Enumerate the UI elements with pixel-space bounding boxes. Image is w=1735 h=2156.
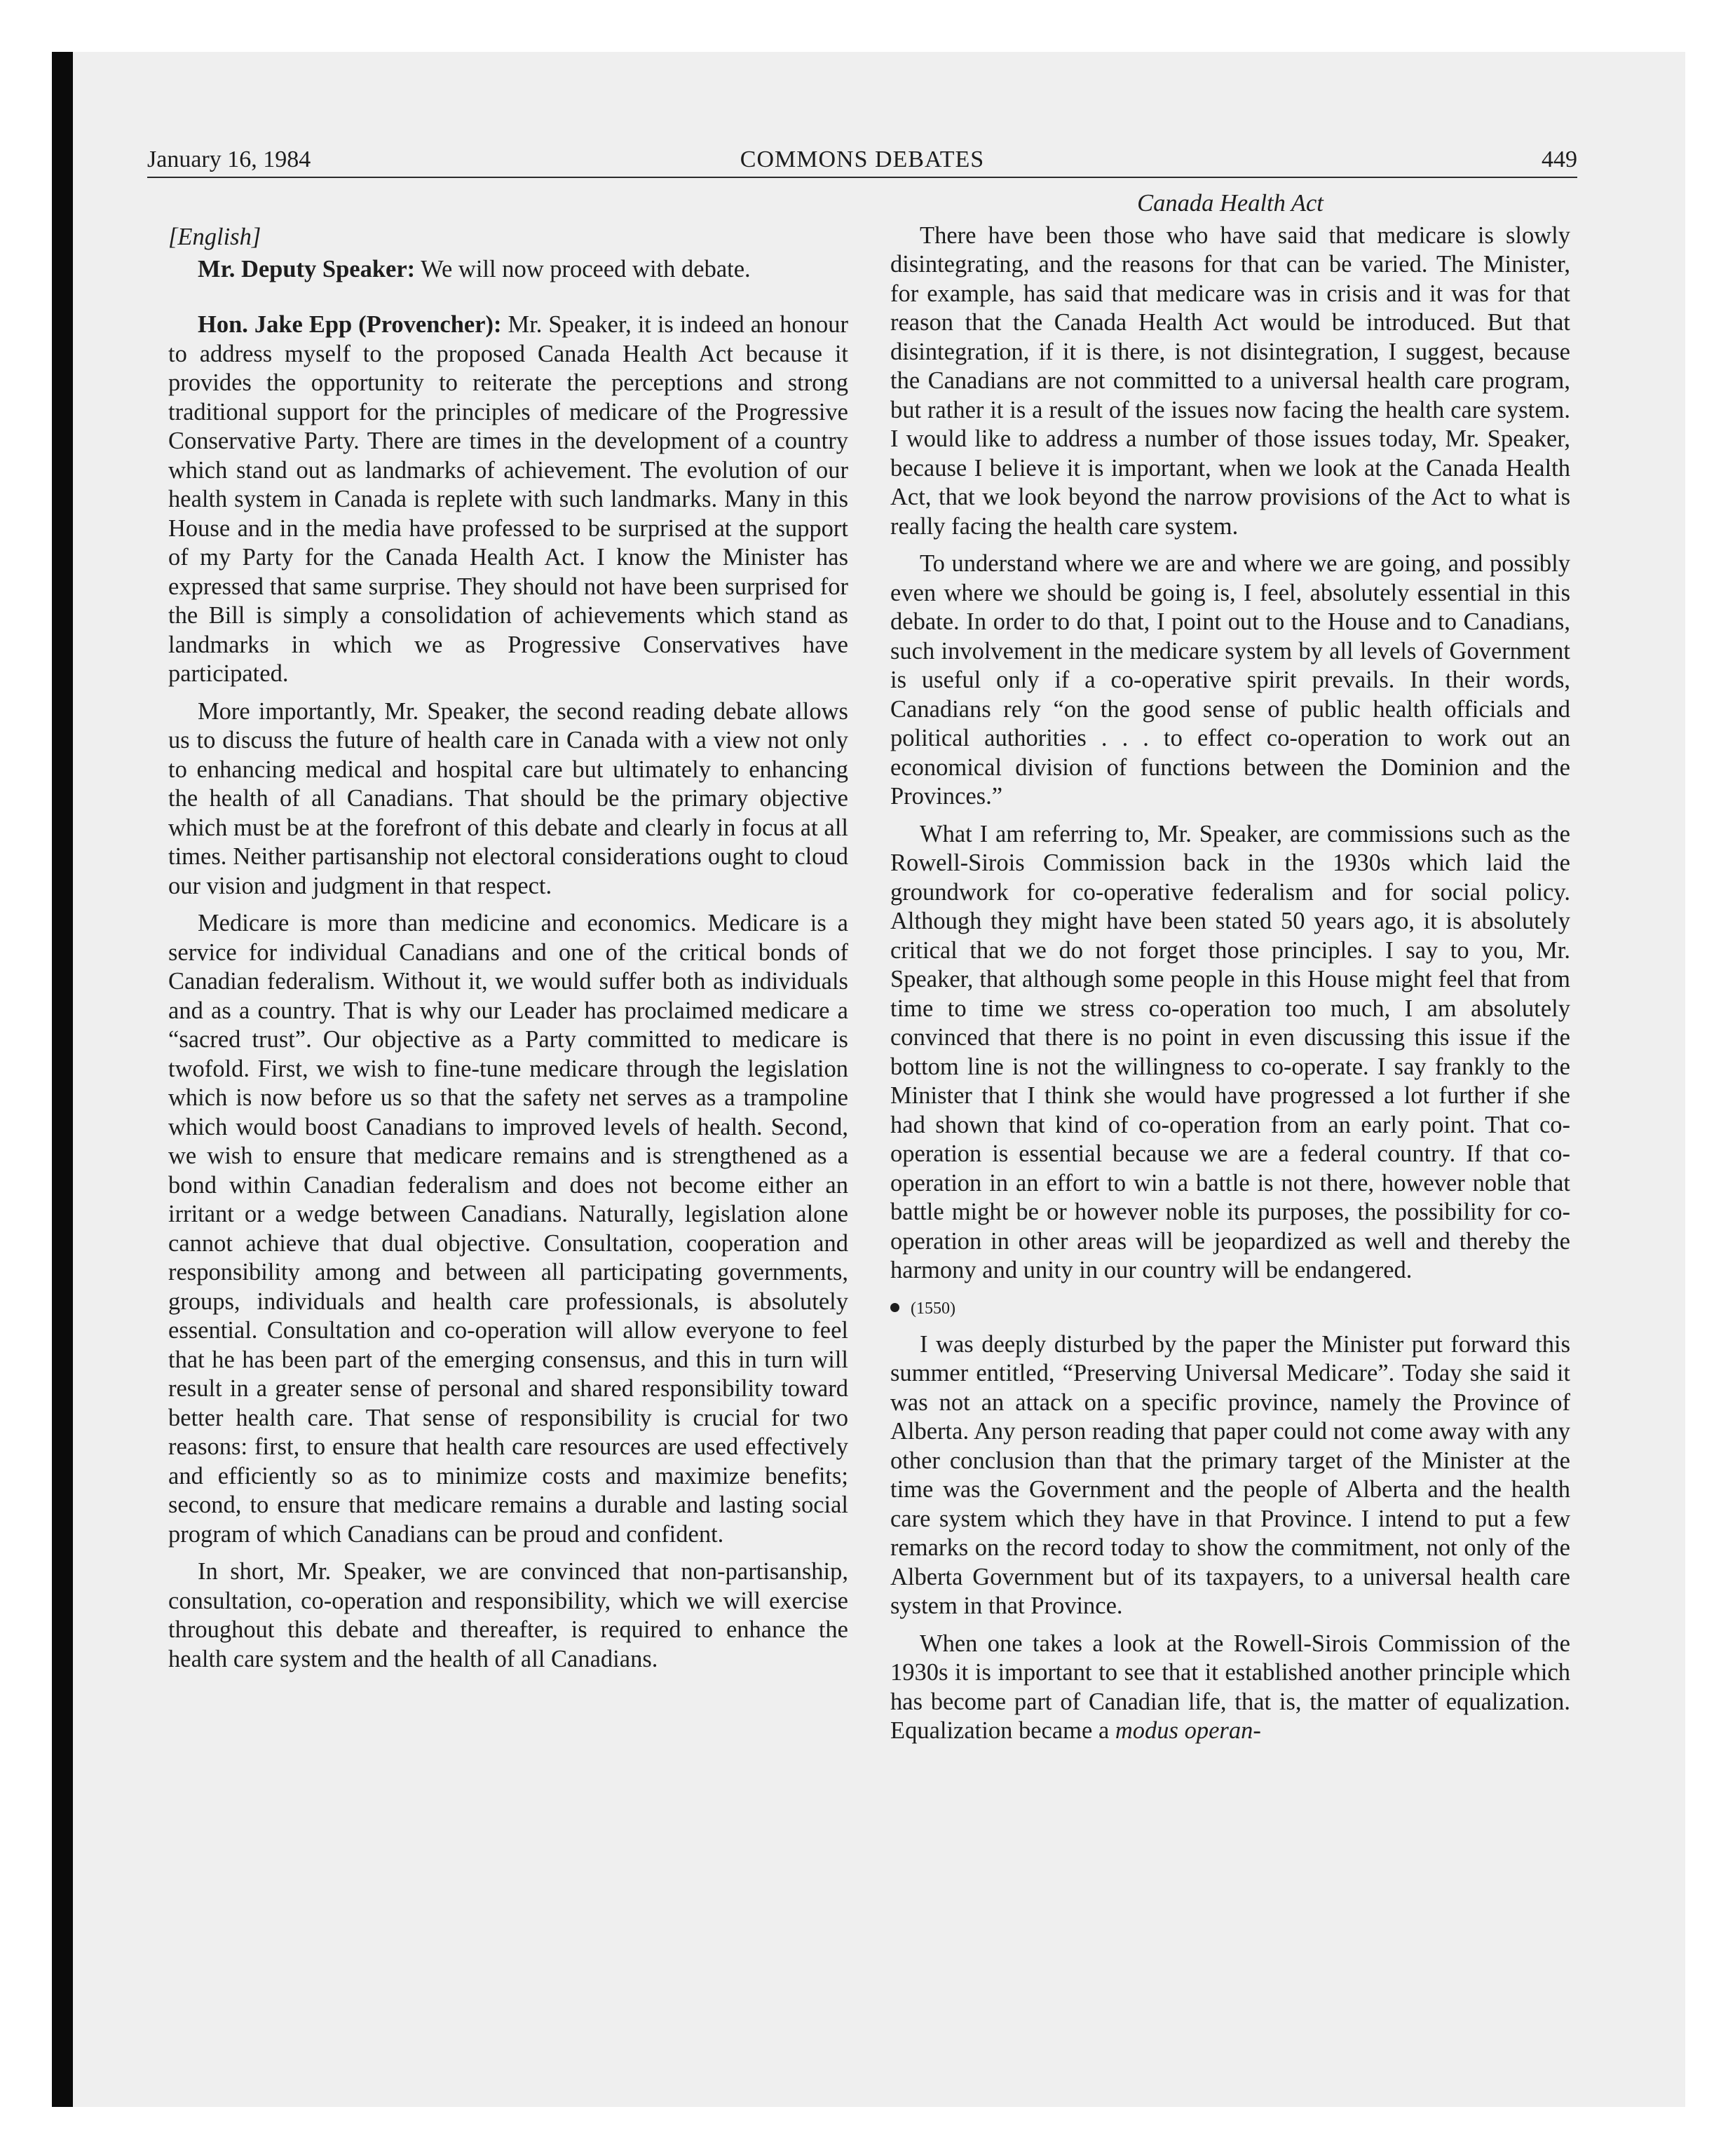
speaker-name: Mr. Deputy Speaker: [198,255,416,282]
paragraph-text: Mr. Speaker, it is indeed an honour to address myself to the proposed Canada Health Act because it provides the opportunity to reiterate the perceptions and strong traditional support for the principles of medicare of the Progressive Conservative Party. There are times in the development of a country which stand out as landmarks of achievement. The evolution of our health system in Canada is replete with such landmarks. Many in this House and in the media have professed to be surprised at the support of my Party for the Canada Health Act. I know the Minister has expressed that same surprise. They should not have been surprised for the Bill is simply a consolidation of achievements which stand as landmarks in which we as Progressive Conservatives have participated. [168,311,848,687]
header-rule [147,177,1577,178]
right-paragraph-1: There have been those who have said that medicare is slowly disintegrating, and the reasons for that can be varied. The Minister, for example, has said that medicare was in crisis and it was for that reason that the Canada Health Act would be introduced. But that disintegration, if it is there, is not disintegration, I suggest, because the Canadians are not committed to a universal health care program, but rather it is a result of the issues now facing the health care system. I would like to address a number of those issues today, Mr. Speaker, because I believe it is important, when we look at the Canada Health Act, that we look beyond the narrow provisions of the Act to what is really facing the health care system. [890,221,1570,540]
header-date: January 16, 1984 [147,146,311,172]
page-header [147,144,1577,176]
left-column [168,189,848,1682]
epp-paragraph-2: More importantly, Mr. Speaker, the second reading debate allows us to discuss the future of health care in Canada with a view not only to enhancing medical and hospital care but ultimately to enhancing the health of all Canadians. That should be the primary objective which must be at the forefront of this debate and clearly in focus at all times. Neither partisanship not electoral considerations ought to cloud our vision and judgment in that respect. [168,697,848,899]
epp-paragraph-3: Medicare is more than medicine and economics. Medicare is a service for individual Canadians and one of the critical bonds of Canadian federalism. Without it, we would suffer both as individuals and as a country. That is why our Leader has proclaimed medicare a “sacred trust”. Our objective as a Party committed to medicare is twofold. First, we wish to fine-tune medicare through the legislation which is now before us so that the safety net serves as a trampoline which would boost Canadians to improved levels of health. Second, we wish to ensure that medicare remains and is strengthened as a bond within Canadian federalism and does not become either an irritant or a wedge between Canadians. Naturally, legislation alone cannot achieve that dual objective. Consultation, cooperation and responsibility among and between all participating governments, groups, individuals and health care professionals, is absolutely essential. Consultation and co-operation will allow everyone to feel that he has been part of the emerging consensus, and this in turn will result in a greater sense of personal and shared responsibility toward better health care. That sense of responsibility is crucial for two reasons: first, to ensure that health care resources are used effectively and efficiently so as to minimize costs and maximize benefits; second, to ensure that medicare remains a durable and lasting social program of which Canadians can be proud and confident. [168,910,848,1548]
speaker-name: Hon. Jake Epp (Provencher): [198,311,502,338]
paragraph-text: When one takes a look at the Rowell-Sirois Commission of the 1930s it is important to see that it established another principle which has become part of Canadian life, that is, the matter of equalization. Equalization became a [890,1630,1570,1744]
language-tag: [English] [168,224,261,250]
right-paragraph-5 [890,1630,1570,1746]
right-paragraph-2: To understand where we are and where we are going, and possibly even where we should be going is, I feel, absolutely essential in this debate. In order to do that, I point out to the House and to Canadians, such involvement in the medicare system by all levels of Government is useful only if a co-operative spirit prevails. In their words, Canadians rely “on the good sense of public health officials and political authorities . . . to effect co-operation to work out an economical division of functions between the Dominion and the Provinces.” [890,550,1570,810]
time-marker-text: (1550) [911,1299,955,1318]
running-title: Canada Health Act [1137,190,1324,217]
right-paragraph-3: What I am referring to, Mr. Speaker, are commissions such as the Rowell-Sirois Commission back in the 1930s which laid the groundwork for co-operative federalism and for social policy. Although they might have been stated 50 years ago, it is absolutely critical that we do not forget those principles. I say to you, Mr. Speaker, that although some people in this House might feel that from time to time we stress co-operation too much, I am absolutely convinced that there is no point in even discussing this issue if the bottom line is not the willingness to co-operate. I say frankly to the Minister that I think she would have progressed a lot further if she had shown that kind of co-operation from an early point. That co-operation is essential because we are a federal country. If that co-operation in an effort to win a battle is not there, however noble that battle might be or however noble its purposes, the possibility for co-operation in other areas will be jeopardized as well and thereby the harmony and unity in our country will be endangered. [890,820,1570,1283]
header-page-number: 449 [1542,146,1577,172]
right-column [890,189,1570,1754]
epp-paragraph-1 [168,311,848,689]
paragraph-text: We will now proceed with debate. [415,255,751,282]
right-paragraph-4: I was deeply disturbed by the paper the Minister put forward this summer entitled, “Preserving Universal Medicare”. Today she said it was not an attack on a specific province, namely the Province of Alberta. Any person reading that paper could not come away with any other conclusion than that the primary target of the Minister at the time was the Government and the people of Alberta and the health care system which they have in that Province. I intend to put a few remarks on the record today to show the commitment, not only of the Alberta Government but of its taxpayers, to a universal health care system in that Province. [890,1330,1570,1619]
deputy-speaker-paragraph [168,255,848,285]
paragraph-gap [168,292,848,311]
header-publication: COMMONS DEBATES [740,146,985,172]
bullet-icon [890,1303,899,1312]
italic-text: modus operan- [1115,1717,1261,1744]
time-marker [890,1298,1570,1319]
binding-edge [52,52,73,2107]
epp-paragraph-4: In short, Mr. Speaker, we are convinced that non-partisanship, consultation, co-operation and responsibility, which we will exercise throughout this debate and thereafter, is required to enhance the health care system and the health of all Canadians. [168,1558,848,1672]
